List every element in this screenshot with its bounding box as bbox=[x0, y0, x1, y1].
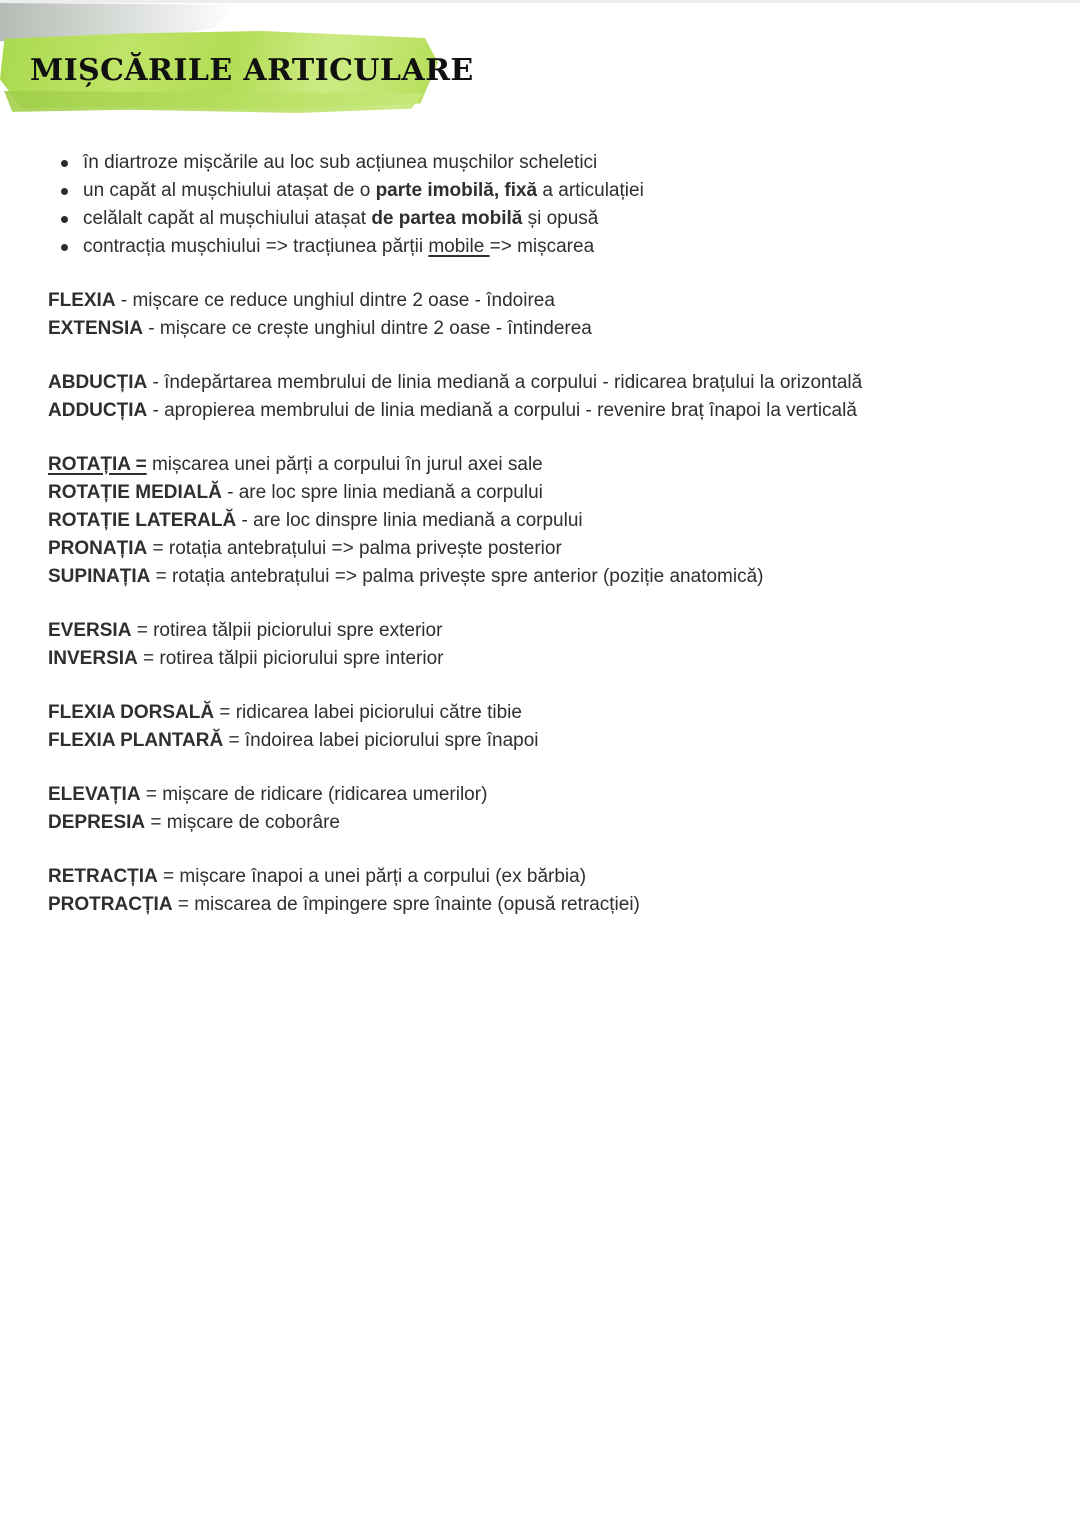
term-text: ROTAȚIE LATERALĂ bbox=[48, 510, 237, 531]
bullet-dot-icon bbox=[61, 244, 68, 251]
underlined-text: mobile bbox=[428, 236, 490, 257]
term-text: PROTRACȚIA bbox=[48, 894, 173, 915]
definition-line bbox=[48, 727, 1058, 755]
definition-block bbox=[48, 369, 1058, 425]
title-highlight-lower bbox=[4, 91, 424, 113]
body-text: - mișcare ce crește unghiul dintre 2 oase - întinderea bbox=[143, 318, 592, 339]
definition-line bbox=[48, 479, 1058, 507]
term-text: EVERSIA bbox=[48, 620, 132, 641]
definition-line bbox=[48, 507, 1058, 535]
definition-line bbox=[48, 645, 1058, 673]
term-text: de partea mobilă bbox=[371, 208, 523, 229]
definition-line bbox=[48, 563, 1058, 591]
definition-line bbox=[48, 287, 1058, 315]
bullet-text bbox=[83, 205, 1058, 233]
body-text: = mișcare de coborâre bbox=[145, 812, 340, 833]
definition-block bbox=[48, 863, 1058, 919]
body-text: - îndepărtarea membrului de linia mediană a corpului - ridicarea brațului la orizontală bbox=[147, 372, 863, 393]
bullet-dot-icon bbox=[61, 216, 68, 223]
body-text: un capăt al mușchiului atașat de o bbox=[83, 180, 376, 201]
bullet-item bbox=[48, 205, 1058, 233]
body-text: => mișcarea bbox=[489, 236, 595, 257]
body-text: celălalt capăt al mușchiului atașat bbox=[83, 208, 372, 229]
definition-block bbox=[48, 699, 1058, 755]
body-text: - mișcare ce reduce unghiul dintre 2 oase - îndoirea bbox=[115, 290, 555, 311]
body-text: în diartroze mișcările au loc sub acțiunea mușchilor scheletici bbox=[83, 152, 598, 173]
term-text: FLEXIA bbox=[48, 290, 116, 311]
definition-line bbox=[48, 781, 1058, 809]
bullet-dot-icon bbox=[61, 188, 68, 195]
title-banner bbox=[0, 3, 474, 123]
term-text: INVERSIA bbox=[48, 648, 138, 669]
bullet-item bbox=[48, 233, 1058, 261]
term-text: ABDUCȚIA bbox=[48, 372, 148, 393]
term-text: PRONAȚIA bbox=[48, 538, 148, 559]
term-text: RETRACȚIA bbox=[48, 866, 158, 887]
definition-line bbox=[48, 617, 1058, 645]
body-text: = mișcare de ridicare (ridicarea umerilor) bbox=[140, 784, 488, 805]
term-text: DEPRESIA bbox=[48, 812, 146, 833]
term-text: SUPINAȚIA bbox=[48, 566, 151, 587]
definition-block bbox=[48, 287, 1058, 343]
body-text: = rotația antebrațului => palma privește spre anterior (poziție anatomică) bbox=[150, 566, 764, 587]
body-text: = mișcare înapoi a unei părți a corpului (ex bărbia) bbox=[157, 866, 587, 887]
term-text: ELEVAȚIA bbox=[48, 784, 141, 805]
body-text: a articulației bbox=[537, 180, 644, 201]
term-text: ADDUCȚIA bbox=[48, 400, 148, 421]
definition-line bbox=[48, 535, 1058, 563]
bullet-item bbox=[48, 149, 1058, 177]
definition-line bbox=[48, 891, 1058, 919]
definition-line bbox=[48, 863, 1058, 891]
definition-line bbox=[48, 315, 1058, 343]
definition-blocks bbox=[48, 287, 1058, 919]
body-text: = îndoirea labei piciorului spre înapoi bbox=[223, 730, 539, 751]
term-text: FLEXIA PLANTARĂ bbox=[48, 730, 224, 751]
term-text: FLEXIA DORSALĂ bbox=[48, 702, 215, 723]
definition-block bbox=[48, 451, 1058, 591]
term-text: ROTAȚIA = bbox=[48, 454, 147, 475]
body-text: = miscarea de împingere spre înainte (opusă retracției) bbox=[172, 894, 640, 915]
definition-line bbox=[48, 699, 1058, 727]
bullet-item bbox=[48, 177, 1058, 205]
body-text: = rotirea tălpii piciorului spre exterior bbox=[131, 620, 443, 641]
definition-block bbox=[48, 617, 1058, 673]
definition-block bbox=[48, 781, 1058, 837]
body-text: - are loc spre linia mediană a corpului bbox=[221, 482, 543, 503]
definition-line bbox=[48, 451, 1058, 479]
bullet-text bbox=[83, 233, 1058, 261]
body-text: mișcarea unei părți a corpului în jurul axei sale bbox=[146, 454, 543, 475]
definition-line bbox=[48, 809, 1058, 837]
bullet-text bbox=[83, 177, 1058, 205]
term-text: parte imobilă, fixă bbox=[375, 180, 538, 201]
term-text: ROTAȚIE MEDIALĂ bbox=[48, 482, 222, 503]
definition-line bbox=[48, 397, 1058, 425]
body-text: = rotirea tălpii piciorului spre interior bbox=[137, 648, 444, 669]
bullet-list bbox=[48, 149, 1058, 261]
body-text: - are loc dinspre linia mediană a corpului bbox=[236, 510, 583, 531]
page-title: MIȘCĂRILE ARTICULARE bbox=[30, 53, 474, 88]
bullet-dot-icon bbox=[61, 160, 68, 167]
body-text: = rotația antebrațului => palma privește posterior bbox=[147, 538, 562, 559]
body-text: - apropierea membrului de linia mediană a corpului - revenire braț înapoi la verticală bbox=[147, 400, 857, 421]
body-text: și opusă bbox=[522, 208, 599, 229]
body-text: contracția mușchiului => tracțiunea părții bbox=[83, 236, 429, 257]
body-text: = ridicarea labei piciorului către tibie bbox=[214, 702, 522, 723]
definition-line bbox=[48, 369, 1058, 397]
bullet-text bbox=[83, 149, 1058, 177]
notes-content bbox=[48, 149, 1058, 945]
term-text: EXTENSIA bbox=[48, 318, 144, 339]
